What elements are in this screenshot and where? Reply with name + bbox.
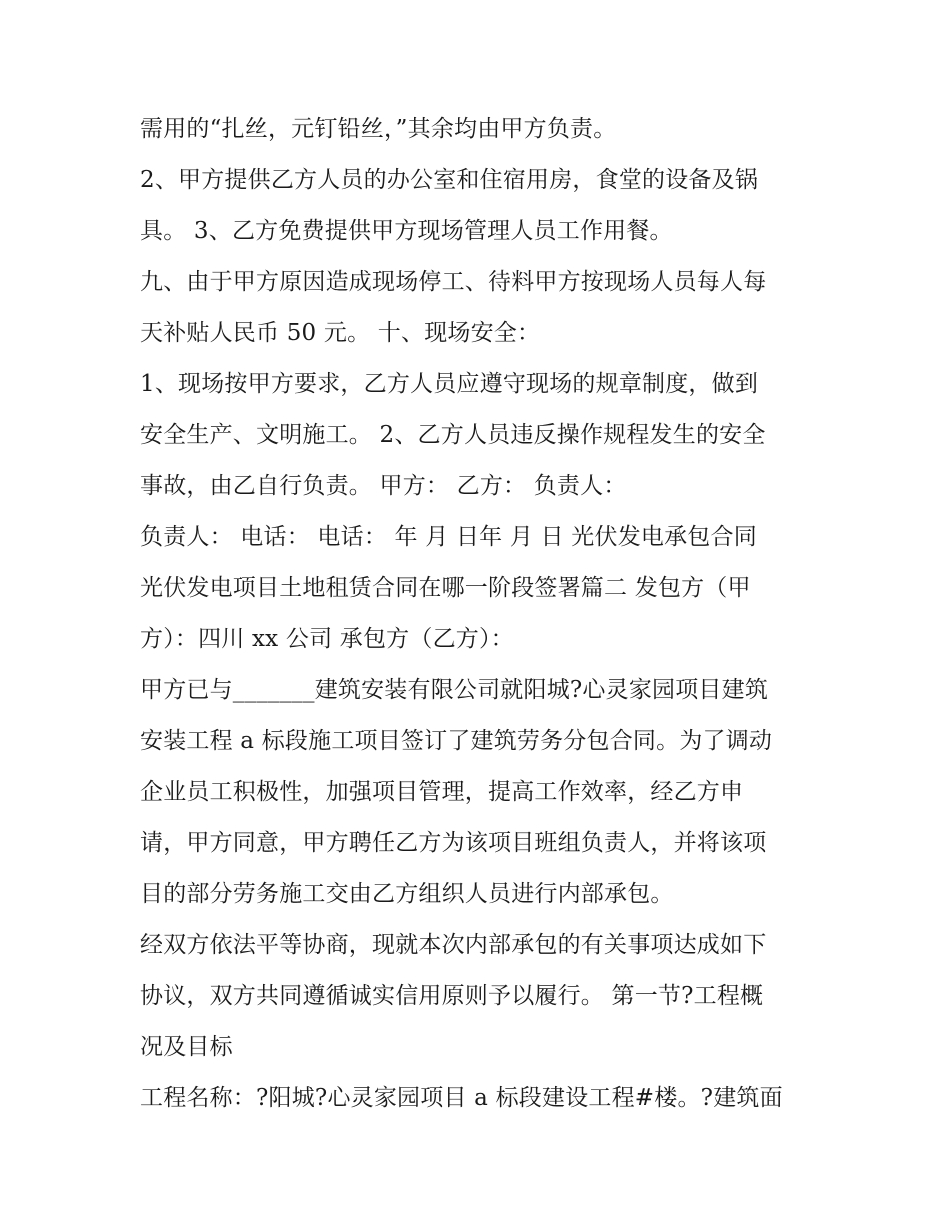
text-line: 经双方依法平等协商，现就本次内部承包的有关事项达成如下: [140, 932, 767, 958]
text-line: 安全生产、文明施工。 2、乙方人员违反操作规程发生的安全: [140, 422, 766, 448]
text-line: 况及目标: [140, 1034, 233, 1060]
text-line: 请，甲方同意，甲方聘任乙方为该项目班组负责人，并将该项: [140, 830, 767, 856]
text-line: 1、现场按甲方要求，乙方人员应遵守现场的规章制度，做到: [140, 371, 759, 397]
text-line: 具。 3、乙方免费提供甲方现场管理人员工作用餐。: [140, 218, 673, 244]
document-body: [140, 104, 820, 1124]
text-line: 方）：四川 xx 公司 承包方（乙方）：: [140, 626, 514, 652]
text-line: 安装工程 a 标段施工项目签订了建筑劳务分包合同。为了调动: [140, 728, 773, 754]
text-line: 工程名称：?阳城?心灵家园项目 a 标段建设工程#楼。?建筑面: [140, 1085, 783, 1111]
text-line: 2、甲方提供乙方人员的办公室和住宿用房，食堂的设备及锅: [140, 167, 759, 193]
text-line: 甲方已与_______建筑安装有限公司就阳城?心灵家园项目建筑: [140, 677, 769, 703]
text-line: 目的部分劳务施工交由乙方组织人员进行内部承包。: [140, 881, 674, 907]
text-line: 事故，由乙自行负责。 甲方： 乙方： 负责人：: [140, 473, 627, 499]
text-line: 协议，双方共同遵循诚实信用原则予以履行。 第一节?工程概: [140, 983, 764, 1009]
text-line: 需用的“扎丝，元钉铅丝，”其余均由甲方负责。: [140, 116, 617, 142]
text-line: 企业员工积极性，加强项目管理，提高工作效率，经乙方申: [140, 779, 744, 805]
text-line: 负责人： 电话： 电话： 年 月 日年 月 日 光伏发电承包合同: [140, 524, 757, 550]
text-line: 天补贴人民币 50 元。 十、现场安全：: [140, 320, 541, 346]
text-line: 光伏发电项目土地租赁合同在哪一阶段签署篇二 发包方（甲: [140, 575, 751, 601]
text-line: 九、由于甲方原因造成现场停工、待料甲方按现场人员每人每: [140, 269, 767, 295]
